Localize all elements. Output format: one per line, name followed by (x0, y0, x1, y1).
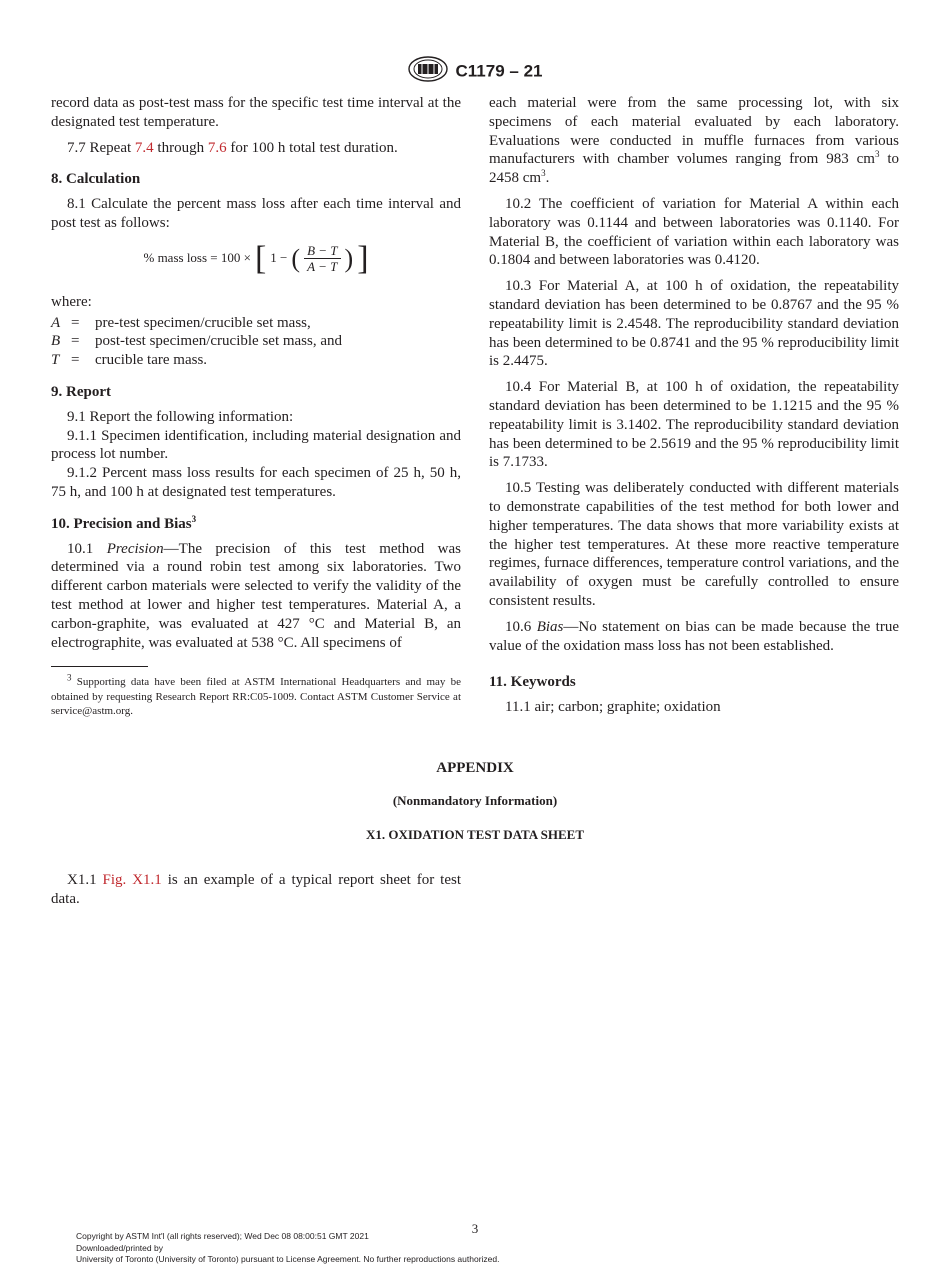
definition-row: A = pre-test specimen/crucible set mass, (51, 314, 311, 331)
where-label: where: (51, 293, 92, 310)
section-heading-calculation: 8. Calculation (51, 171, 141, 188)
footnote-ref[interactable]: 3 (191, 513, 197, 524)
paragraph-10-5: 10.5 Testing was deliberately conducted with different materials to demonstrate capabilities of the test method for both lower and higher temperatures. The data shows that more variability exists at the higher test temperatures. At these more reactive temperature regimes, furnace differences, temperature control variations, and the availability of oxygen must be carefully controlled to ensure consistent results. (489, 480, 899, 609)
section-heading-keywords: 11. Keywords (489, 674, 576, 691)
formula-one-minus: 1 − (270, 250, 288, 266)
document-designation: C1179 – 21 (455, 61, 543, 81)
formula-lhs: % mass loss = 100 × (143, 250, 251, 266)
appendix-x1-title: X1. OXIDATION TEST DATA SHEET (365, 827, 585, 842)
definition-row: B = post-test specimen/crucible set mass, and (51, 333, 343, 350)
definition-row: T = crucible tare mass. (51, 352, 208, 369)
paragraph-9-1: 9.1 Report the following information: (67, 408, 294, 425)
paragraph-9-1-1: 9.1.1 Specimen identification, including material designation and process lot number. (51, 427, 461, 463)
paragraph-9-1-2: 9.1.2 Percent mass loss results for each specimen of 25 h, 50 h, 75 h, and 100 h at designated test temperatures. (51, 465, 461, 500)
footnote-3: $^3$ Supporting data have been filed at ASTM International Headquarters and may be obtained by requesting Research Report RR:C05-1009. Contact ASTM Customer Service at service@astm.org. (51, 672, 461, 718)
paragraph-10-1: 10.1 Precision—The precision of this test method was determined via a round robin test among six laboratories. Two different carbon materials were selected to verify the validity of the test method at lower and higher test temperatures. Material A, a carbon-graphite, was evaluated at 427 °C and Material B, an electrographite, was evaluated at 538 °C. All specimens of (51, 540, 462, 651)
formula-denominator: A − T (307, 259, 338, 275)
appendix-heading-block (0, 760, 950, 843)
paragraph-10-4: 10.4 For Material B, at 100 h of oxidation, the repeatability standard deviation has been determined to be 1.1215 and the 95 % repeatability limit is 3.1402. The reproducibility standard deviation has been determined to be 2.5619 and the 95 % reproducibility limit is 7.1733. (489, 379, 899, 471)
appendix-subtitle: (Nonmandatory Information) (392, 793, 558, 808)
paragraph-10-6: 10.6 Bias—No statement on bias can be made because the true value of the oxidation mass loss has not been established. (489, 618, 899, 654)
page-header (0, 56, 950, 87)
paragraph-7-7: 7.7 Repeat 7.4 through 7.6 for 100 h total test duration. (67, 139, 398, 156)
paragraph-continuation-right: each material were from the same processing lot, with six specimens of each material evaluated by each laboratory. Evaluations were conducted in muffle furnaces from various manufacturers with chamber volumes ranging from 983 $cm^3$ to 2458 $cm^3$. (489, 95, 899, 187)
link-section-7-6[interactable]: 7.6 (207, 139, 227, 156)
formula-fraction (304, 243, 340, 274)
paragraph-10-2: 10.2 The coefficient of variation for Material A within each laboratory was 0.1144 and between laboratories was 0.1140. For Material B, the coefficient of variation within each laboratory was 0.1804 and between laboratories was 0.4120. (489, 195, 899, 269)
formula-numerator: B − T (304, 243, 340, 259)
link-section-7-4[interactable]: 7.4 (134, 139, 154, 156)
section-heading-precision-bias: 10. Precision and Bias$^3$ (51, 513, 197, 532)
paragraph-x1-1: X1.1 Fig. X1.1 is an example of a typical report sheet for test data. (51, 872, 461, 907)
paragraph-8-1: 8.1 Calculate the percent mass loss after each time interval and post test as follows: (51, 196, 461, 231)
paragraph-10-3: 10.3 For Material A, at 100 h of oxidation, the repeatability standard deviation has been determined to be 0.8767 and the 95 % repeatability limit is 2.4548. The reproducibility standard deviation has been determined to be 0.8741 and the 95 % reproducibility limit is 2.4475. (489, 278, 899, 370)
section-heading-report: 9. Report (51, 383, 111, 400)
paragraph-11-1: 11.1 air; carbon; graphite; oxidation (505, 699, 721, 716)
copyright-notice: Copyright by ASTM Int'l (all rights reserved); Wed Dec 08 08:00:51 GMT 2021 Downloaded/printed by University of Toronto (University of Toronto) pursuant to License Agreement. No further reproductions authorized. (76, 1231, 500, 1264)
mass-loss-formula: % mass loss = 100 × [ 1 − ( $\frac{B - T}{A - T}$ ) ] (143, 239, 369, 277)
link-figure-x1-1[interactable]: Fig. X1.1 (102, 872, 162, 888)
appendix-title: APPENDIX (436, 760, 514, 776)
paragraph-continuation: record data as post-test mass for the specific test time interval at the designated test temperature. (51, 95, 461, 130)
variable-definitions (51, 314, 461, 370)
right-column (489, 94, 899, 717)
page-number: 3 (471, 1221, 479, 1236)
left-column (51, 94, 461, 719)
footnote-divider (51, 666, 148, 667)
astm-logo-icon (408, 56, 448, 87)
